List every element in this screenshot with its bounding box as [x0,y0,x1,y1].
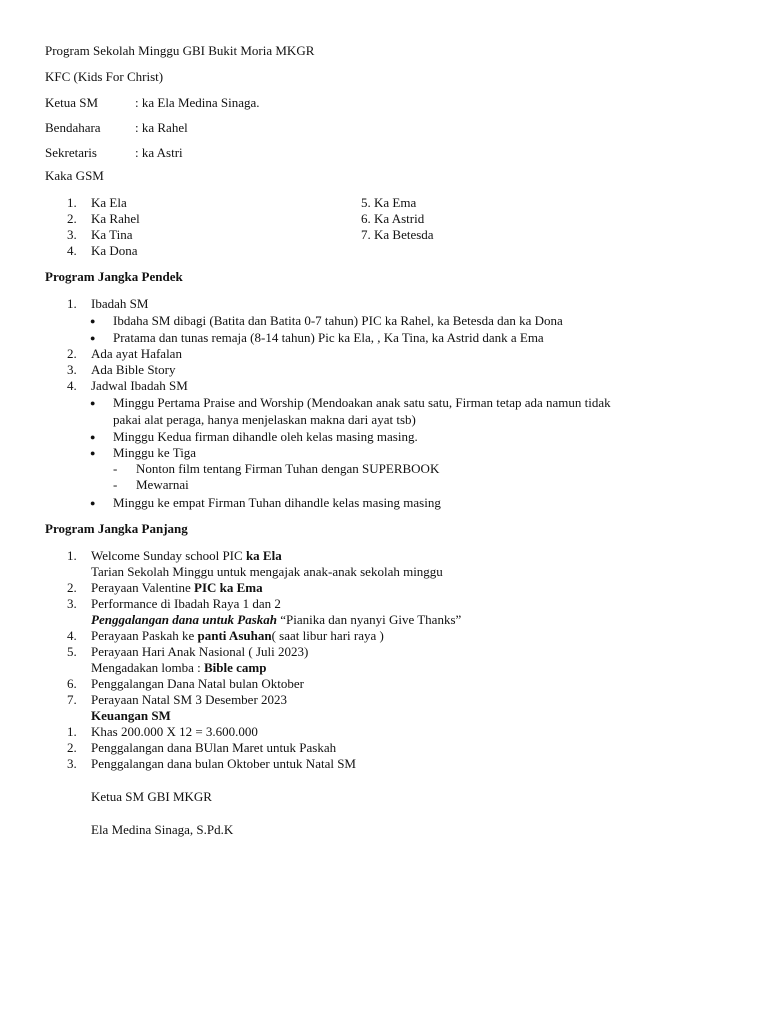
list-number: 3. [67,362,77,377]
short-term-heading: Program Jangka Pendek [45,269,183,284]
list-number: 2. [67,211,77,226]
list-number: 1. [67,296,77,311]
list-text: Ka Rahel [91,211,140,226]
list-text-right: 5. Ka Ema [361,195,417,210]
list-text: Ada Bible Story [91,362,176,377]
officer-name: : ka Rahel [135,120,188,135]
list-number: 2. [67,346,77,361]
list-text: Ada ayat Hafalan [91,346,182,361]
list-number: 2. [67,580,77,595]
list-text: Performance di Ibadah Raya 1 dan 2 [91,596,281,611]
bullet-icon: ● [90,448,96,458]
list-text: Perayaan Hari Anak Nasional ( Juli 2023) [91,644,309,659]
bullet-text: Minggu Pertama Praise and Worship (Mendoakan anak satu satu, Firman tetap ada namun tidak [113,395,611,410]
officer-role: Sekretaris [45,145,97,160]
signature-name: Ela Medina Sinaga, S.Pd.K [91,822,234,837]
bullet-text: Minggu ke Tiga [113,445,197,460]
signature-title: Ketua SM GBI MKGR [91,789,212,804]
list-text: Penggalangan dana untuk Paskah “Pianika dan nyanyi Give Thanks” [91,612,462,627]
bullet-icon: ● [90,432,96,442]
list-text-right: 7. Ka Betesda [361,227,434,242]
bullet-text: Minggu ke empat Firman Tuhan dihandle kelas masing masing [113,495,441,510]
list-text: Penggalangan Dana Natal bulan Oktober [91,676,304,691]
list-number: 4. [67,628,77,643]
list-number: 3. [67,596,77,611]
list-text: Tarian Sekolah Minggu untuk mengajak anak-anak sekolah minggu [91,564,443,579]
list-text: Welcome Sunday school PIC ka Ela [91,548,282,563]
list-text: Ibadah SM [91,296,149,311]
bullet-text: Pratama dan tunas remaja (8-14 tahun) Pic ka Ela, , Ka Tina, ka Astrid dank a Ema [113,330,544,345]
dash-text: Mewarnai [136,477,189,492]
list-text: Perayaan Valentine PIC ka Ema [91,580,263,595]
doc-subtitle: KFC (Kids For Christ) [45,69,164,84]
finance-heading: Keuangan SM [91,708,171,723]
officer-role: Ketua SM [45,95,99,110]
list-number: 7. [67,692,77,707]
list-number: 1. [67,548,77,563]
list-number: 3. [67,756,77,771]
list-number: 3. [67,227,77,242]
list-text: Ka Tina [91,227,133,242]
list-text: Perayaan Natal SM 3 Desember 2023 [91,692,288,707]
list-number: 4. [67,243,77,258]
list-text: Khas 200.000 X 12 = 3.600.000 [91,724,258,739]
bullet-icon: ● [90,316,96,326]
officer-role: Bendahara [45,120,101,135]
list-text: Perayaan Paskah ke panti Asuhan( saat libur hari raya ) [91,628,384,643]
bullet-text: Ibdaha SM dibagi (Batita dan Batita 0-7 tahun) PIC ka Rahel, ka Betesda dan ka Dona [113,313,563,328]
list-text: Ka Dona [91,243,138,258]
list-number: 2. [67,740,77,755]
list-number: 1. [67,724,77,739]
list-text: Ka Ela [91,195,127,210]
officer-name: : ka Ela Medina Sinaga. [135,95,260,110]
list-text: Penggalangan dana BUlan Maret untuk Paskah [91,740,337,755]
kaka-label: Kaka GSM [45,168,104,183]
bullet-icon: ● [90,398,96,408]
bullet-text: Minggu Kedua firman dihandle oleh kelas masing masing. [113,429,418,444]
bullet-icon: ● [90,498,96,508]
list-text-right: 6. Ka Astrid [361,211,425,226]
list-number: 5. [67,644,77,659]
list-text: Jadwal Ibadah SM [91,378,188,393]
dash-icon: - [113,477,118,492]
list-text: Mengadakan lomba : Bible camp [91,660,267,675]
officer-name: : ka Astri [135,145,183,160]
list-number: 6. [67,676,77,691]
long-term-heading: Program Jangka Panjang [45,521,188,536]
list-number: 4. [67,378,77,393]
dash-text: Nonton film tentang Firman Tuhan dengan SUPERBOOK [136,461,440,476]
bullet-text: pakai alat peraga, hanya menjelaskan makna dari ayat tsb) [113,412,416,427]
doc-title: Program Sekolah Minggu GBI Bukit Moria MKGR [45,43,315,58]
bullet-icon: ● [90,333,96,343]
list-number: 1. [67,195,77,210]
dash-icon: - [113,461,118,476]
list-text: Penggalangan dana bulan Oktober untuk Natal SM [91,756,356,771]
